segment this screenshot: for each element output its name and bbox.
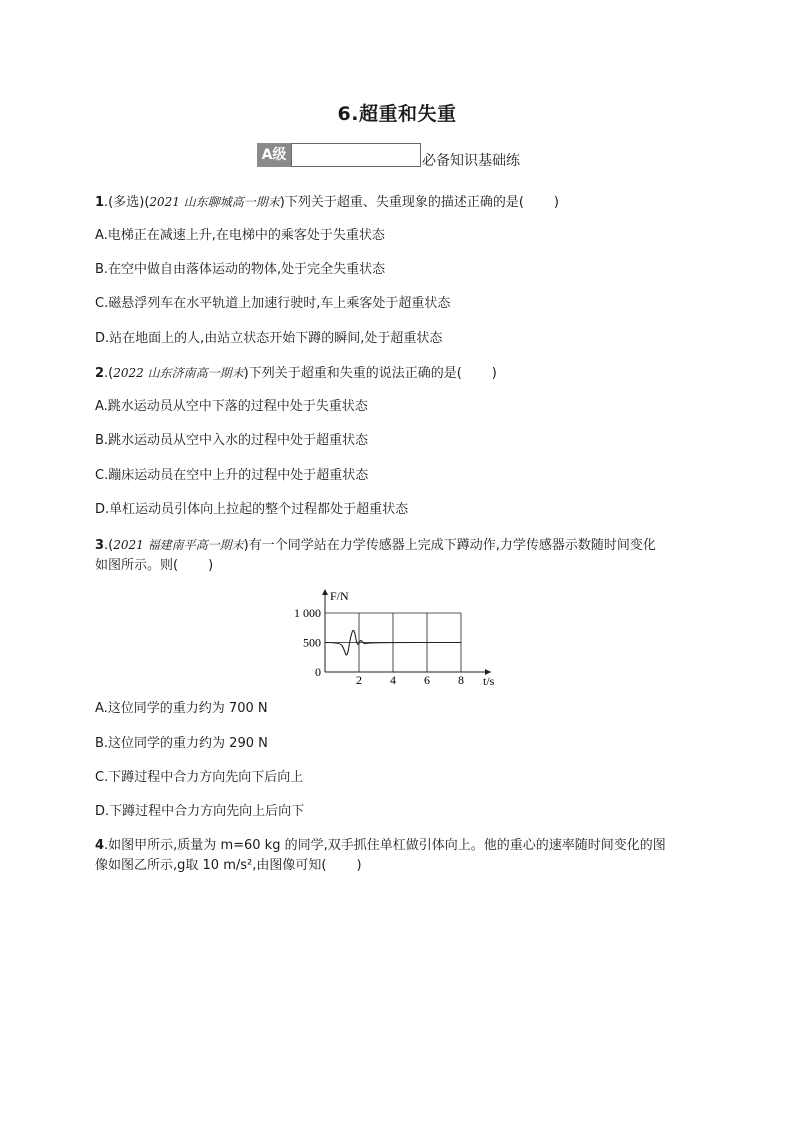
- y-tick-label: 1 000: [294, 606, 321, 620]
- option-3c: C.下蹲过程中合力方向先向下后向上: [95, 770, 304, 785]
- x-tick-label: 6: [424, 673, 430, 685]
- option-2d: D.单杠运动员引体向上拉起的整个过程都处于超重状态: [95, 502, 409, 517]
- y-axis-arrow: [322, 589, 328, 595]
- option-1d: D.站在地面上的人,由站立状态开始下蹲的瞬间,处于超重状态: [95, 331, 443, 346]
- y-tick-label: 500: [303, 635, 321, 650]
- page-title: 6.超重和失重: [337, 103, 457, 125]
- question-2-stem: 2.(2022 山东济南高一期末)下列关于超重和失重的说法正确的是( ): [95, 366, 497, 381]
- question-3-stem: 3.(2021 福建南平高一期末)有一个同学站在力学传感器上完成下蹲动作,力学传感器示数随时间变化 如图所示。则( ): [95, 538, 656, 573]
- option-3b: B.这位同学的重力约为 290 N: [95, 736, 268, 751]
- option-1c: C.磁悬浮列车在水平轨道上加速行驶时,车上乘客处于超重状态: [95, 296, 451, 311]
- level-text: 必备知识基础练: [422, 153, 520, 169]
- option-1a: A.电梯正在减速上升,在电梯中的乘客处于失重状态: [95, 228, 385, 243]
- option-2a: A.跳水运动员从空中下落的过程中处于失重状态: [95, 399, 368, 414]
- x-tick-label: 4: [390, 673, 396, 685]
- question-source: 2021 福建南平高一期末: [113, 538, 244, 552]
- option-3d: D.下蹲过程中合力方向先向上后向下: [95, 804, 305, 819]
- option-3a: A.这位同学的重力约为 700 N: [95, 701, 268, 716]
- question-source: 2022 山东济南高一期末: [113, 366, 244, 380]
- force-time-chart: [290, 585, 510, 685]
- chart-ylabel: F/N: [330, 589, 349, 603]
- x-tick-label: 8: [458, 673, 464, 685]
- option-2b: B.跳水运动员从空中入水的过程中处于超重状态: [95, 433, 369, 448]
- chart-ticks: [294, 606, 464, 685]
- chart-xlabel: t/s: [483, 674, 495, 685]
- question-1-stem: 1.(多选)(2021 山东聊城高一期末)下列关于超重、失重现象的描述正确的是( ): [95, 195, 559, 210]
- question-4-stem: 4.如图甲所示,质量为 m=60 kg 的同学,双手抓住单杠做引体向上。他的重心的速率随时间变化的图 像如图乙所示,g取 10 m/s²,由图像可知( ): [95, 838, 666, 873]
- question-source: 2021 山东聊城高一期末: [149, 195, 280, 209]
- x-tick-label: 2: [356, 673, 362, 685]
- option-2c: C.蹦床运动员在空中上升的过程中处于超重状态: [95, 468, 369, 483]
- y-tick-label: 0: [315, 665, 321, 679]
- option-1b: B.在空中做自由落体运动的物体,处于完全失重状态: [95, 262, 386, 277]
- level-blank-box: [291, 143, 421, 167]
- level-badge: A级: [257, 143, 291, 167]
